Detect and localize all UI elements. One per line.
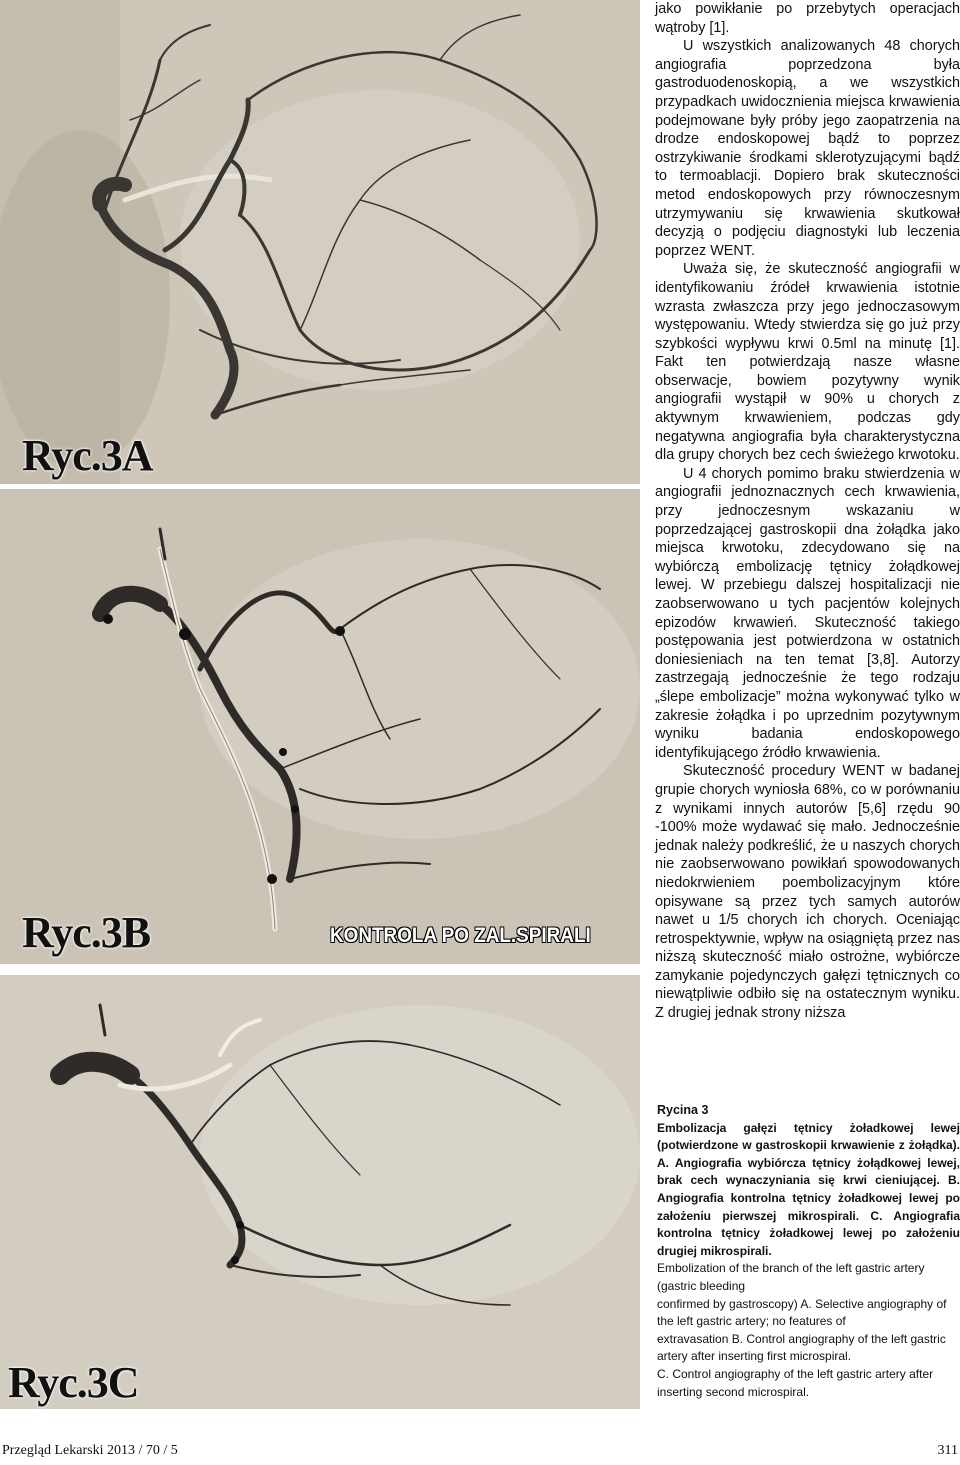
- figure-3a: [0, 0, 640, 484]
- caption-english-line: extravasation B. Control angiography of the left gastric artery after inserting first microspiral.: [657, 1331, 946, 1364]
- angiogram-a-image: [0, 0, 640, 484]
- paragraph: jako powikłanie po przebytych operacjach wątroby [1].: [655, 1, 960, 36]
- figure-3b-label: Ryc.3B: [22, 908, 151, 957]
- figure-3c: [0, 975, 640, 1409]
- body-text-column: [655, 0, 960, 1023]
- journal-footer: Przegląd Lekarski 2013 / 70 / 5: [2, 1443, 178, 1458]
- paragraph: U wszystkich analizowanych 48 chorych angiografia poprzedzona była gastroduodenoskopią, a we wszystkich przypadkach uwidocznienia miejsca krwawienia podejmowane były próby jego zaopatrzenia na drodze endoskopowej bądź to poprzez ostrzykiwanie środkami sklerotyzującymi bądź to termoablacji. Dopiero brak skuteczności metod endoskopowych przy równoczesnym utrzymywaniu się krwawienia skutkował decyzją o podjęciu diagnostyki lub leczenia poprzez WENT.: [655, 38, 960, 259]
- angiogram-b-image: [0, 489, 640, 964]
- page-number: 311: [937, 1443, 958, 1458]
- paragraph: Uważa się, że skuteczność angiografii w identyfikowaniu źródeł krwawienia istotnie wzrasta zwłaszcza przy jego jednoczasowym występowaniu. Wtedy stwierdza się go już przy szybkości wypływu krwi 0.5ml na minutę [1]. Fakt ten potwierdzają nasze własne obserwacje, bowiem pozytywny wynik angiografii wystąpił w 90% u chorych z aktywnym krwawieniem, podczas gdy negatywna angiografia była charakterystyczna dla grupy chorych bez cech świeżego krwotoku.: [655, 261, 960, 464]
- caption-english-line: Embolization of the branch of the left gastric artery (gastric bleeding: [657, 1261, 925, 1293]
- caption-polish: Embolizacja gałęzi tętnicy żoładkowej lewej (potwierdzone w gastroskopii krwawienie z żołądka). A. Angiografia wybiórcza tętnicy żołądkowej lewej, brak cech wynaczyniania się krwi cieniującej. B. Angiografia kontrolna tętnicy żoładkowej lewej po założeniu pierwszej mikrospirali. C. Angiografia kontrolna tętnicy żoładkowej lewej po założeniu drugiej mikrospirali.: [657, 1120, 960, 1258]
- caption-english: [657, 1260, 960, 1401]
- caption-title: Rycina 3: [657, 1103, 709, 1117]
- figure-3c-label: Ryc.3C: [8, 1358, 139, 1407]
- paragraph: Skuteczność procedury WENT w badanej grupie chorych wyniosła 68%, co w porównaniu z wynikami innych autorów [5,6] rzędu 90 -100% może wydawać się mało. Jednocześnie jednak należy podkreślić, że u naszych chorych nie zaobserwowano powikłań spowodowanych niedokrwieniem poembolizacyjnym które opisywane są przez tych samych autorów nawet u 1/5 chorych ich chorych. Oceniając retrospektywnie, wpływ na osiągniętą przez nas niższą skuteczność miało ostrożne, wybiórcze zamykanie pojedynczych gałęzi tętnicznych co niewątpliwie odbiło się na ostatecznym wyniku. Z drugiej jednak strony niższa: [655, 763, 960, 1022]
- caption-english-line: C. Control angiography of the left gastric artery after inserting second microspiral.: [657, 1366, 934, 1399]
- caption-english-line: confirmed by gastroscopy) A. Selective angiography of the left gastric artery; no features of: [657, 1296, 947, 1329]
- figure-3a-label: Ryc.3A: [22, 431, 153, 480]
- figure-3b-overlay-caption: KONTROLA PO ZAL.SPIRALI: [330, 924, 591, 947]
- angiogram-c-image: [0, 975, 640, 1409]
- figure-caption: [657, 1102, 960, 1401]
- figure-3b: [0, 489, 640, 964]
- paragraph: U 4 chorych pomimo braku stwierdzenia w angiografii jednoznacznych cech krwawienia, przy jednoczesnym wskazaniu w poprzedzającej gastroskopii dna żołądka jako miejsca krwotoku, zdecydowano się na wybiórczą embolizację tętnicy żołądkowej lewej. W przebiegu dalszej hospitalizacji nie zaobserwowano u tych pacjentów kolejnych epizodów krwawień. Skuteczność takiego postępowania jest potwierdzona w ostatnich doniesieniach na ten temat [3,8]. Autorzy zastrzegają jednocześnie że tego rodzaju „ślepe embolizacje” można wykonywać tylko w zakresie żołądka i po uprzednim pozytywnym wyniku badania endoskopowego identyfikującego źródło krwawienia.: [655, 465, 960, 761]
